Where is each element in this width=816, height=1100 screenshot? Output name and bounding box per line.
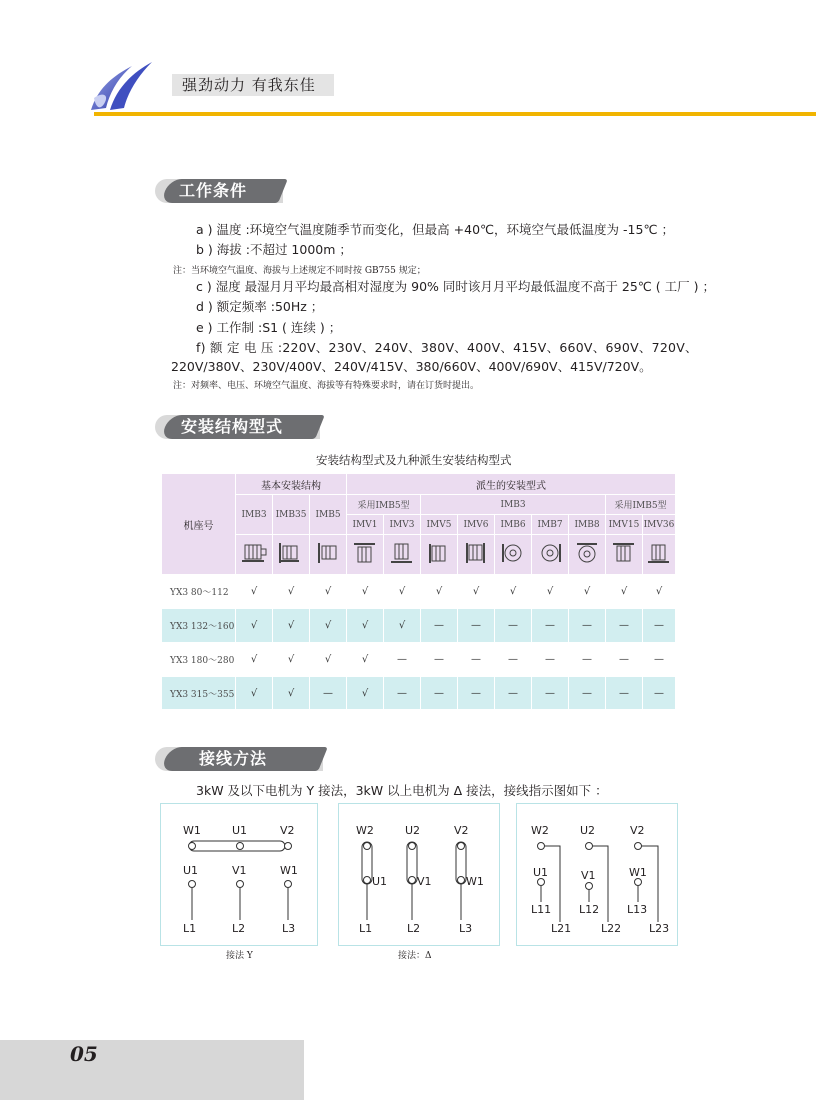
type-label: IMV36	[643, 515, 676, 535]
type-label: IMB6	[495, 515, 532, 535]
motor-diagram-icon	[273, 535, 310, 575]
motor-diagram-icon	[495, 535, 532, 575]
section-header-wiring	[155, 747, 330, 771]
type-label: IMV3	[384, 515, 421, 535]
company-logo	[88, 58, 158, 116]
condition-frequency: d ) 额定频率 :50Hz ；	[196, 299, 324, 314]
section-title: 工作条件	[179, 181, 248, 200]
note-gb755: 注：当环境空气温度、海拔与上述规定不同时按 GB755 规定；	[173, 266, 426, 276]
group-imb5-left: 采用IMB5型	[347, 495, 421, 515]
caption-y: 接法 Y	[226, 951, 253, 961]
footer-band	[0, 1040, 304, 1100]
condition-temperature: a ) 温度 :环境空气温度随季节而变化，但最高 +40℃，环境空气最低温度为 -15℃ ；	[196, 222, 674, 237]
wiring-diagram-y: W1 U1 V2 U1 V1 W1 L1 L2 L3	[160, 803, 318, 946]
condition-voltage: f) 额 定 电 压 :220V、230V、240V、380V、400V、415V、660V、690V、720V、	[196, 340, 698, 355]
group-imb5-right: 采用IMB5型	[606, 495, 676, 515]
condition-voltage-cont: 220V/380V、230V/400V、240V/415V、380/660V、400V/690V、415V/720V。	[171, 359, 652, 374]
type-label: IMV15	[606, 515, 643, 535]
condition-altitude: b ) 海拔 :不超过 1000m ；	[196, 242, 352, 257]
type-label: IMB5	[310, 495, 347, 535]
header-slogan: 强劲动力 有我东佳	[172, 74, 334, 96]
motor-diagram-icon	[458, 535, 495, 575]
motor-diagram-icon	[606, 535, 643, 575]
table-row: YX3 80～112 √ √ √ √ √ √ √ √ √ √ √ √	[162, 575, 676, 609]
section-header-conditions	[155, 179, 290, 203]
motor-diagram-icon	[421, 535, 458, 575]
type-label: IMB7	[532, 515, 569, 535]
motor-diagram-icon	[532, 535, 569, 575]
page-number: 05	[70, 1042, 98, 1066]
wiring-diagram-dual: W2 U2 V2 U1 V1 W1 L11 L12 L13 L21 L22 L23	[516, 803, 678, 946]
derived-header: 派生的安装型式	[347, 474, 676, 495]
caption-delta: 接法：Δ	[398, 951, 432, 961]
motor-diagram-icon	[569, 535, 606, 575]
group-imb3: IMB3	[421, 495, 606, 515]
frame-header: 机座号	[162, 474, 236, 575]
motor-diagram-icon	[643, 535, 676, 575]
table-row: YX3 180～280 √ √ √ √ — — — — — — — —	[162, 643, 676, 677]
wiring-diagram-delta: W2 U2 V2 U1 V1 W1 L1 L2 L3	[338, 803, 500, 946]
motor-diagram-icon	[236, 535, 273, 575]
section-title: 接线方法	[199, 749, 268, 768]
motor-diagram-icon	[310, 535, 347, 575]
table-row: YX3 315～355 √ √ — √ — — — — — — — —	[162, 677, 676, 710]
motor-diagram-icon	[384, 535, 421, 575]
condition-duty: e ) 工作制 :S1 ( 连续 ) ；	[196, 320, 342, 335]
type-label: IMV1	[347, 515, 384, 535]
motor-diagram-icon	[347, 535, 384, 575]
condition-humidity: c ) 湿度 最湿月月平均最高相对湿度为 90% 同时该月月平均最低温度不高于 25℃ ( 工厂 ) ；	[196, 279, 715, 294]
type-label: IMV5	[421, 515, 458, 535]
type-label: IMB35	[273, 495, 310, 535]
table-title: 安装结构型式及九种派生安装结构型式	[316, 453, 512, 467]
table-row: YX3 132～160 √ √ √ √ √ — — — — — — —	[162, 609, 676, 643]
note-special: 注：对频率、电压、环境空气温度、海拔等有特殊要求时，请在订货时提出。	[173, 381, 480, 391]
section-title: 安装结构型式	[181, 417, 284, 436]
type-label: IMB3	[236, 495, 273, 535]
mounting-table	[161, 473, 676, 710]
type-label: IMB8	[569, 515, 606, 535]
type-label: IMV6	[458, 515, 495, 535]
wiring-intro: 3kW 及以下电机为 Y 接法，3kW 以上电机为 Δ 接法，接线指示图如下 ：	[196, 783, 608, 798]
header-divider	[94, 112, 816, 116]
basic-header: 基本安装结构	[236, 474, 347, 495]
section-header-mounting	[155, 415, 325, 439]
